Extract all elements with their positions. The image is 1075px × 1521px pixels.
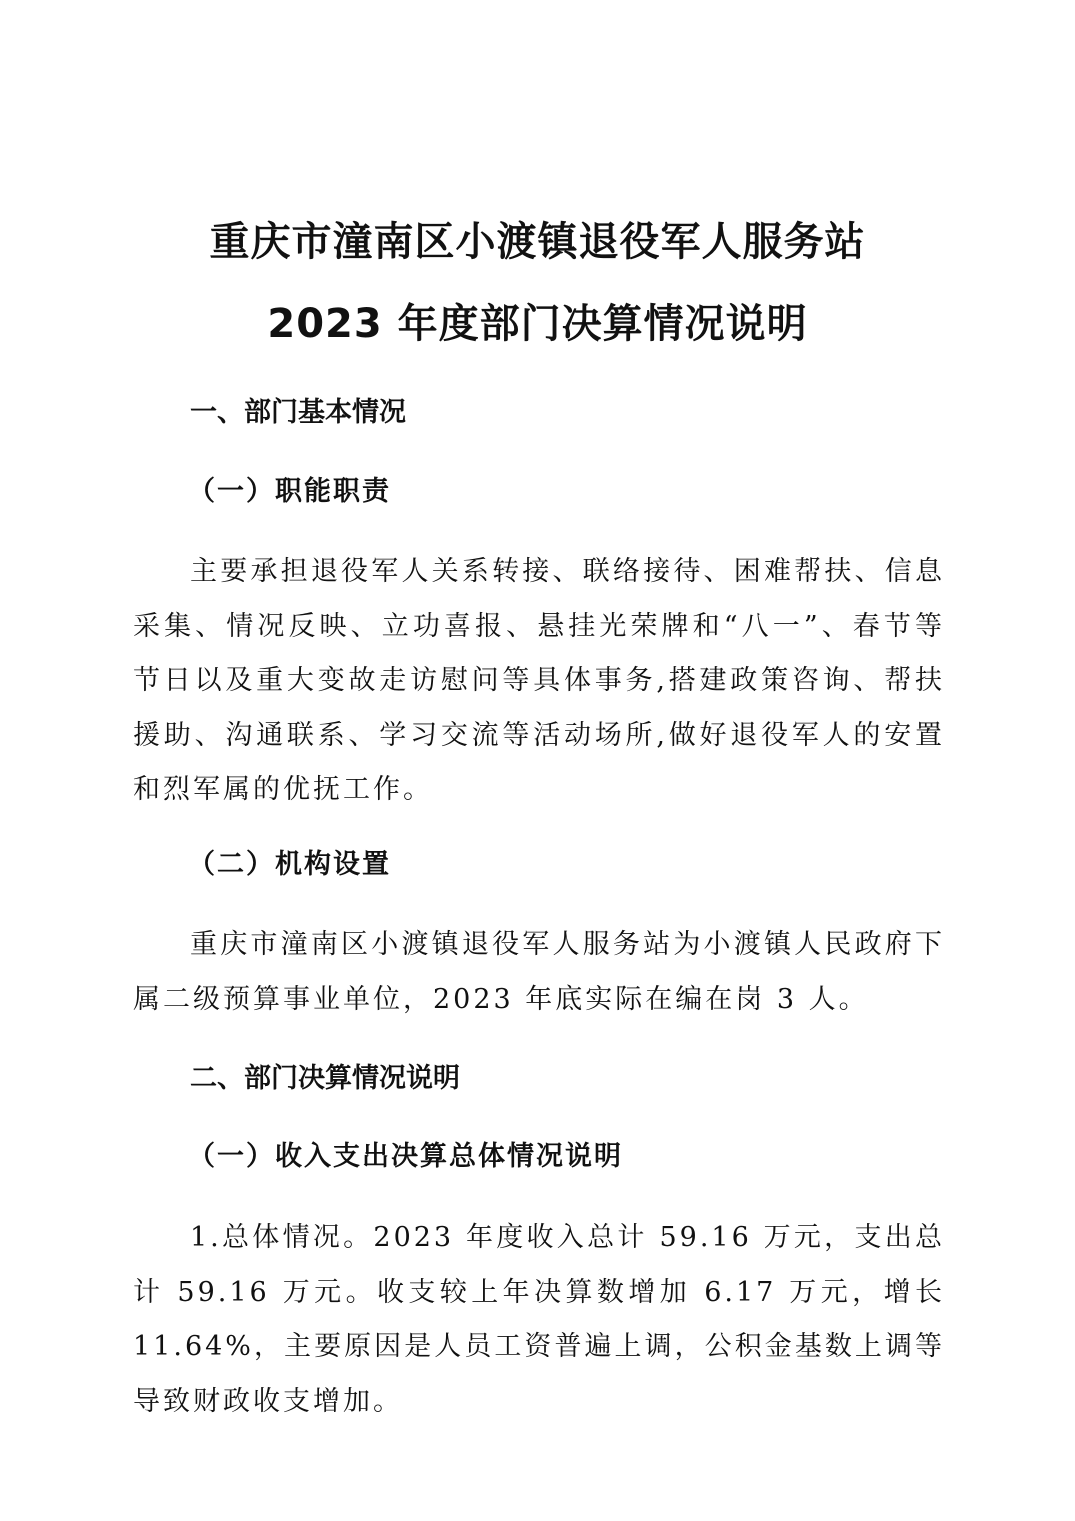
- section2-heading: 二、部门决算情况说明: [190, 1063, 460, 1094]
- section1-sub2-heading: （二）机构设置: [188, 849, 391, 880]
- section2-sub1-paragraph: 1.总体情况。2023 年度收入总计 59.16 万元，支出总计 59.16 万元。收支较上年决算数增加 6.17 万元，增长 11.64%，主要原因是人员工资普遍上调，公积金基数上调等导致财政收支增加。: [133, 1222, 945, 1417]
- section1-heading: 一、部门基本情况: [190, 397, 406, 428]
- section1-sub2-paragraph: 重庆市潼南区小渡镇退役军人服务站为小渡镇人民政府下属二级预算事业单位，2023 年底实际在编在岗 3 人。: [133, 929, 945, 1015]
- document-title-line2: 2023 年度部门决算情况说明: [267, 301, 808, 347]
- document-title-line1: 重庆市潼南区小渡镇退役军人服务站: [209, 219, 866, 265]
- section1-sub1-paragraph: 主要承担退役军人关系转接、联络接待、困难帮扶、信息采集、情况反映、立功喜报、悬挂光荣牌和“八一”、春节等节日以及重大变故走访慰问等具体事务,搭建政策咨询、帮扶援助、沟通联系、学习交流等活动场所,做好退役军人的安置和烈军属的优抚工作。: [133, 556, 945, 805]
- section2-sub1-heading: （一）收入支出决算总体情况说明: [188, 1141, 623, 1172]
- section1-sub1-heading: （一）职能职责: [188, 476, 391, 507]
